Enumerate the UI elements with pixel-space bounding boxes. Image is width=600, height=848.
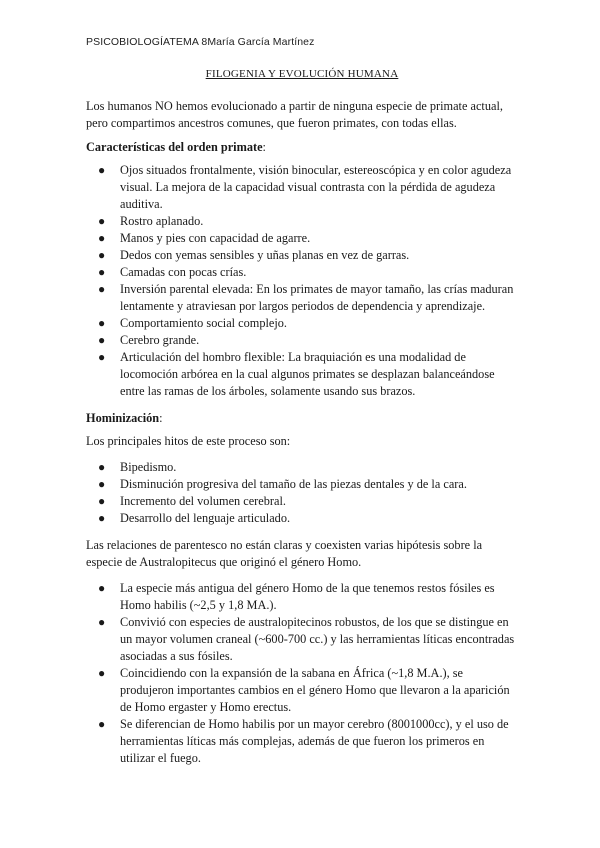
list-item [86,281,518,315]
hominizacion-milestones-list [86,459,518,527]
bullet-icon: ● [98,333,106,347]
list-item [86,476,518,493]
list-item [86,510,518,527]
list-item-text: Desarrollo del lenguaje articulado. [120,511,291,525]
section-heading-hominizacion-text: Hominización [86,411,160,425]
list-item-text: Bipedismo. [120,460,177,474]
list-item [86,493,518,510]
section-heading-hominizacion [86,410,518,427]
bullet-icon: ● [98,581,106,595]
bullet-icon: ● [98,477,106,491]
list-item-text: Coincidiendo con la expansión de la sabana en África (~1,8 M.A.), se produjeron importantes cambios en el género Homo que llevaron a la aparición de Homo ergaster y Homo erectus. [120,666,510,714]
list-item-text: Ojos situados frontalmente, visión binocular, estereoscópica y en color agudeza visual. La mejora de la capacidad visual contrasta con la pérdida de agudeza auditiva. [120,163,512,211]
page-header: PSICOBIOLOGÍATEMA 8María García Martínez [86,36,315,48]
bullet-icon: ● [98,717,106,731]
list-item [86,716,518,767]
list-item-text: Manos y pies con capacidad de agarre. [120,231,311,245]
bullet-icon: ● [98,511,106,525]
list-item-text: Disminución progresiva del tamaño de las piezas dentales y de la cara. [120,477,467,491]
list-item-text: Articulación del hombro flexible: La braquiación es una modalidad de locomoción arbórea en la cual algunos primates se desplazan balanceándose entre las ramas de los árboles, solamente usando sus brazos. [120,350,495,398]
list-item-text: Comportamiento social complejo. [120,316,287,330]
list-item [86,247,518,264]
document-body [86,66,518,777]
list-item-text: Convivió con especies de australopitecinos robustos, de los que se distingue en un mayor volumen craneal (~600-700 cc.) y las herramientas líticas encontradas asociadas a sus fósiles. [120,615,515,663]
bullet-icon: ● [98,248,106,262]
list-item [86,332,518,349]
list-item-text: Dedos con yemas sensibles y uñas planas en vez de garras. [120,248,410,262]
bullet-icon: ● [98,316,106,330]
bullet-icon: ● [98,163,106,177]
list-item-text: Rostro aplanado. [120,214,204,228]
list-item [86,665,518,716]
hominizacion-intro: Los principales hitos de este proceso son: [86,434,291,448]
list-item-text: Cerebro grande. [120,333,200,347]
bullet-icon: ● [98,666,106,680]
list-item-text: Se diferencian de Homo habilis por un mayor cerebro (8001000cc), y el uso de herramientas líticas más complejas, además de que fueron los primeros en utilizar el fuego. [120,717,509,765]
bullet-icon: ● [98,231,106,245]
bullet-icon: ● [98,350,106,364]
bullet-icon: ● [98,460,106,474]
bullet-icon: ● [98,615,106,629]
heading-colon: : [262,140,266,154]
document-title: FILOGENIA Y EVOLUCIÓN HUMANA [205,68,399,80]
list-item-text: Camadas con pocas crías. [120,265,247,279]
homo-species-list [86,580,518,767]
list-item [86,264,518,281]
list-item-text: Incremento del volumen cerebral. [120,494,286,508]
intro-paragraph: Los humanos NO hemos evolucionado a partir de ninguna especie de primate actual, pero compartimos ancestros comunes, que fueron primates, con todas ellas. [86,99,503,130]
list-item [86,315,518,332]
bullet-icon: ● [98,265,106,279]
section-heading-primates-text: Características del orden primate [86,140,263,154]
section-heading-primates [86,139,518,156]
bullet-icon: ● [98,282,106,296]
list-item-text: Inversión parental elevada: En los primates de mayor tamaño, las crías maduran lentamente y atraviesan por largos periodos de dependencia y aprendizaje. [120,282,514,313]
list-item [86,580,518,614]
primate-traits-list [86,162,518,400]
parentesco-paragraph: Las relaciones de parentesco no están claras y coexisten varias hipótesis sobre la especie de Australopitecus que originó el género Homo. [86,538,483,569]
list-item [86,614,518,665]
heading-colon: : [159,411,163,425]
list-item [86,162,518,213]
bullet-icon: ● [98,214,106,228]
list-item-text: La especie más antigua del género Homo de la que tenemos restos fósiles es Homo habilis (~2,5 y 1,8 MA.). [120,581,495,612]
bullet-icon: ● [98,494,106,508]
list-item [86,459,518,476]
list-item [86,349,518,400]
list-item [86,213,518,230]
list-item [86,230,518,247]
